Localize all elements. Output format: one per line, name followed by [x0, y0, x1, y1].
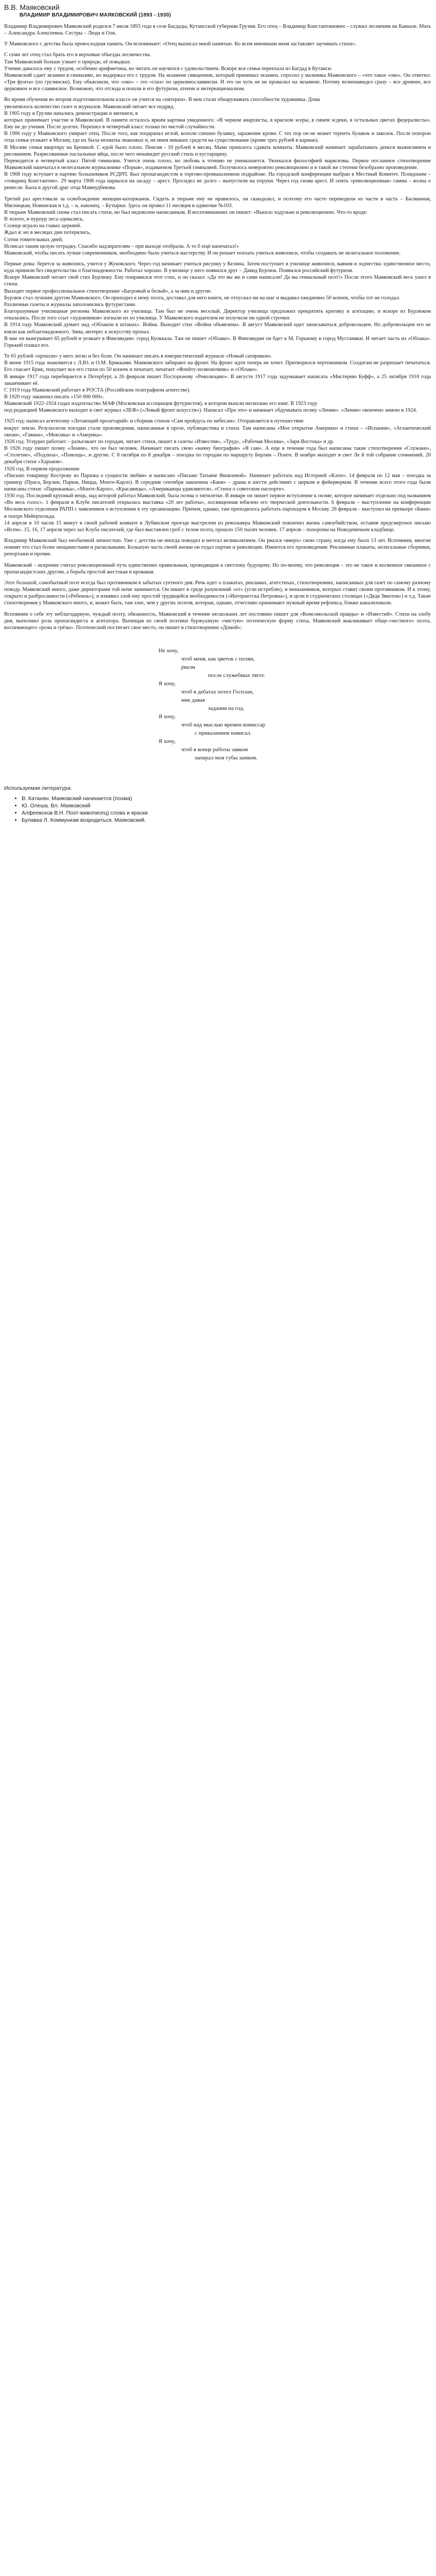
poem-quote: [159, 647, 431, 762]
paragraph: В 1905 году в Грузии начались демонстрации и митинги, в: [4, 110, 138, 116]
paragraph: Вспомним о себе эту неблагодарную, чуждый поэту, обязанность, Маяковский в течение нескольких лет постоянно пишет для «Комсомольской правды» и «Известий». Стихи на злобу дня, выполнил роль пропагандиста и агитатора. Вычищая из своей поэтики буржуазную «чистую» поэтическую форму стиха, Маяковский выкликивает обще-«честного» поэта, воспевающего «розы и грёзы». Поэтический постигает свое место, он пишет в стихотворении «Домой»:: [4, 611, 431, 631]
paragraph: Те 65 рублей «прошли» у него легко и без боли. Он начинает писать в юмористический журнале «Новый сатирикон».: [4, 353, 273, 360]
sources-heading: Используемая литература:: [4, 785, 72, 791]
paragraph: под редакцией Маяковского выходит в свет журнал «ЛЕФ» («Левый фронт искусств»). Написал «Про это» и начинает обдумывать поэму «Ленин». «Ленин» окончено зимою в 1924.: [4, 408, 417, 414]
poem-line: с приказанием нависал.: [195, 730, 252, 736]
poem-line: чтоб меня, как цветок с полян,: [181, 655, 255, 662]
paragraph: В 1908 году вступает в партию большевиков РСДРП. Был пропагандистом в торгово-промышленном подрайоне. На городской конференции выбран в Местный Комитет. Псевдоним – «товарищ Константин». 29 марта 1908 года нарвался на засаду – арест. Просидел не долго – выпустили на поруки. Через год снова арест. И опять «революционная» гамма – волна о ремесле. Была в другой драг отца Маямудбекова.: [4, 172, 431, 191]
breadcrumb[interactable]: В.В. Маяковский: [4, 3, 60, 11]
poem-line: Я хочу,: [159, 680, 176, 687]
paragraph: В 1914 году Маяковский думает над «Облаком в штанах». Война. Выходит стих «Война объявлена». В август Маяковский идет записываться добровольцем. Но добровольцем его не взяли как неблагонадежного. Зима, интерес к искусству пропал.: [4, 322, 431, 335]
paragraph: которых принимает участие и Маяковский. В памяти осталось ярким картина увиденного: «В черном анархисты, в красном эсеры, в синем эсдеки, в остальных цветах федералисты». Ему не до учения. После долгих. Перешел в четвертый класс только по чистой случайности.: [4, 117, 431, 130]
paragraph: увеличилось количество газет и журналов. Маяковский читает все подряд.: [4, 104, 175, 110]
paragraph: Во время обучения во втором подготовительном классе он учится на «пятерки». В нем стали обнаруживать способности художника. Дома: [4, 97, 320, 103]
source-item: • Алфеевсков В.Н. Поэт-живописец) слова и краски: [22, 809, 431, 817]
paragraph: В июне 1915 года знакомится с Л.Ю. и О.М. Брикками. Маяковского забирают на фронт. На фронт идти теперь не хочет. Притворился чертежником. Солдатам не разрешает печататься. Его спасает Брик, покупает все его стихи по 50 копеек и печатает, печатает «Флейту-позвоночник» и «Облако».: [4, 360, 431, 373]
paragraph: В 1920 году заканчил писать «150 000 000».: [4, 394, 104, 400]
paragraph: «Письмо товарищу Кострову из Парижа о сущности любви» и написано «Письмо Татьяне Яковлевой». Начинает работать над Историей «Клоп». 14 февраля по 12 мая – поездка за границу (Прага, Берлин, Париж, Ницца, Монте-Карло). В середине сентября закончена «Баня» – драма в шести действиях с цирком и фейерверком. В течение всего этого года были написаны стихи: «Парижанка», «Монте-Карло», «Красавицы», «Американцы удивляются», «Стихи о советском паспорте».: [4, 472, 431, 492]
paragraph: У Маяковского с детства была превосходная память. Он вспоминает: «Отец выписал мной памятью. Ко всем именинам меня заставляет заучивать стихи».: [4, 41, 357, 47]
poem-line: Не хочу,: [159, 647, 179, 654]
poem-line: Я хочу,: [159, 713, 176, 720]
paragraph: Сотни томительных дней.: [4, 236, 63, 243]
poem-line: после служебных тягот.: [208, 672, 265, 679]
paragraph: Различные газеты и журналы заполонились футуристами.: [4, 301, 136, 308]
paragraph: Переводится в четвертый класс Пятой гимназии. Учится очень плохо, но любовь к чтению не уменьшается. Увлекался философией марксизма. Первое посланное стихотворение Маяковский напечатал в нелегальном журнальчике «Порыв», издаваемом Третьей гимназией. Получилось невероятно революционно и в такой же степени безобразно произведение.: [4, 158, 431, 171]
paragraph: В мае он выигрывает 65 рублей и уезжает в Финляндию. город Куоккала. Там он пишет «Облако». В Финляндии он бдет к М. Горькому в город Мустамяки. И читает часть из «Облака». Горький плакал его.: [4, 335, 431, 348]
paragraph: В 1906 году у Маяковского умирает отец. После того, как поцарапал иглой, кололи спешно булавку, заражение крови. С тех пор он не может терпеть булавок и заколок. После похорон отца семья уезжает в Москву, где их была нехватка знакомых и, не имея никаких средств на существование (кроме трех рублей в карман).: [4, 131, 431, 144]
paragraph: Первые дома: берется за живопись, учится у Жуковского. Через год начинает учиться рисунку у Келина. Затем поступает в училище живописи, ваяния и зодчества: единственное место, куда приняли без свидетельства о благонадежности. Работал хорошо. В училище у него появился друг – Давид Бурлюк. Появился российский футуризм.: [4, 261, 431, 274]
paragraph: Третий раз арестовали за освобождение женщин-каторжанок. Сидеть в тюрьме ему не нравилось, он скандалил, и поэтому его часто переводили из части в часть – Басманная, Мясницкая, Новинская и т.д. – и, наконец, – Бутырки. Здесь он провел 11 месяцев в одиночке №103.: [4, 196, 431, 209]
paragraph: С семи лет отец стал брать его в верховые объезды лесничества.: [4, 52, 151, 58]
paragraph: Маяковский сдает экзамен в гимназию, но выдержал его с трудом. На экзамене священник, который принимал экзамен, спросил у мальчика Маяковского – «что такое «око». Он ответил: «Три фунта» (по грузински). Ему объяснили, что «око» – это «глаз» по церковнославянски. И это он чуть не не провалил на экзамене. Потому возненавидел сразу – все древнее, все церковное и все славянское. Возможно, что отсюда и пошли и его футуризм, атеизм и интернационализм.: [4, 72, 431, 92]
paragraph: Там Маяковский больше узнает о природе, её повадках.: [4, 59, 131, 65]
poem-line: чтоб над мыслью времен комиссар: [181, 721, 266, 728]
poem-line: запирал мои губы замком.: [195, 754, 258, 761]
paragraph: Владимир Маяковский был необычной личностью. Уже с детства он иногда поводил и мечтал великолепием. Он рвался «вверх» свою страну, когда ему было 13 лет. Вспомним, многие помнят что стал более мещанистыми и раскольными. Большую часть своей жизни он отдал партии и революции. Имеются его произведения: Рекламные плакаты, нелегальные сборники, репортажи и прочие.: [4, 538, 431, 557]
paragraph: 14 апреля в 10 часов 15 минут в своей рабочей комнате в Лубянском проезде выстрелом из револьвера Маяковский покончил жизнь самоубийством, оставив предсмертное письмо «Всем». 15, 16, 17 апреля через зал Клуба писателей, где был выставлен гроб с телом поэта, прошло 150 тысяч человек. 17 апреля – похороны на Новодевичьем кладбище.: [4, 520, 431, 533]
paragraph: 1926 год. Усердно работает – разъезжает по городам, читает стихи, пишет в газеты «Известия», «Труд», «Рабочая Москва», «Заря Востока» и др.: [4, 438, 335, 445]
page-title: ВЛАДИМИР ВЛАДИМИРОВИЧ МАЯКОВСКИЙ (1893 - 1930): [20, 12, 171, 18]
paragraph: Маяковский, чтобы писать лучше современников, необходимо было учиться мастерству. И он решает поехать учиться живописи, чтобы создавать не нелегальное положение.: [4, 250, 401, 256]
paragraph: 1930 год. Последний крупный вещь, над которой работал Маяковский, была поэма о пятилетке. В январе он пишет первое вступление к поэме, которое начинает отдельно под названием «Во весь голос». 1 февраля в Клубе писателей открылась выставка «20 лет работы», посвященная юбилею его творческой деятельности. 6 февраля – выступление на конференции Московского отделения РАПП с заявлением о вступлении в эту организацию. Причем, однако, там приходилось работать пароходом в Москву. 26 февраля – выступил на премьере «Бани» в театре Мейерхольда.: [4, 493, 431, 519]
paragraph: Маяковский – искренне считал революционный путь единственно правильным, проводящим к светлому будущему. Но по-моему, что революция – это не такое и косвенное связанное с пропагандистских другим, а борьба простой жестокая и кровавая.: [4, 562, 431, 575]
poem-line: мне давая: [181, 697, 205, 703]
paragraph: Бурлюк стал лучшим другом Маяковского. Он приходил к нему поэта, доставал для него книги, не отпускал ни на шаг и выдавал ежедневно 50 копеек, чтобы тот не голодал.: [4, 295, 400, 301]
source-item: • В. Катанян. Маяковский начинается (поэма): [22, 795, 431, 802]
poem-line: задания на год.: [208, 705, 245, 711]
source-item: • Булавка Л. Коммунизм возродиться. Маяковский.: [22, 817, 431, 824]
poem-line: рвали: [181, 664, 195, 670]
paragraph: В январе 1917 года перебирается в Петербург, а 26 февраля пишет Посторонову «Революцию». В августе 1917 года задумывает написать «Мистерию Буфф», а 25 октября 1918 года заканчивает её.: [4, 374, 431, 386]
poem-line: чтоб в дебатах потел Госплан,: [181, 688, 254, 695]
paragraph: Благоразумные училищные регионы Маяковского из училища. Там был не очень веселый. Директор училища предложил прекратить критику и агитацию, и вскоре из Бурлюком отказались. После того ссыт «художников» изгнали их из училища. У Маяковского издателем не получили ни одной строчки.: [4, 309, 431, 321]
paragraph: В Москве семья квартиру на Бронной. С едой было плохо. Пенсия - 10 рублей в месяц. Маме пришлось сдавать комнаты. Маяковский начинает зарабатывать деньги выжиганием и рисованием. Разрисованные пасхальные яйца, после чего ненавидит русский стиль и кустарщину.: [4, 144, 431, 157]
paragraph: С 1919 года Маяковский работает в РОСТА (Российском телеграфном агентстве).: [4, 387, 190, 393]
document-page: [0, 0, 436, 824]
poem-line: Я хочу,: [159, 738, 176, 744]
paragraph: Ждал я: но в месяцах дни потерялись,: [4, 230, 91, 236]
paragraph: 1925 год: написал агитпоэму «Летающий пролетарий» и сборник стихов «Сам пройдусь по небесам». Отправляется в путешествие: [4, 418, 304, 425]
paragraph: Маяковский 1922-1924 годах издательство МАФ (Московская ассоциация футуристов), в котором вышли несколько его книг. В 1923 году: [4, 401, 318, 407]
paragraph: В 1926 году пишет поэму «Ленин», что он был человек. Начинает писать свою «начну биографии» «Я сам». А еще в течение года был написаны такие стихотворения «Служаки», «Столетие», «Подлиза», «Помощь», и другие. С 8 октября по 8 декабря – поездка по городам по маршруту Берлин – Понте. В ноябре выходит в свет Ле й той собрание сочинений. 20 декабря стихи «Харьков».: [4, 446, 431, 465]
source-item: • Ю. Олеша. Вл. Маяковский: [22, 802, 431, 809]
poem-line: чтоб в конце работы завком: [181, 746, 248, 753]
sources-section: [4, 785, 431, 824]
paragraph: В золото, в пурпур леса одевались,: [4, 216, 84, 223]
paragraph: Исписал таким целую тетрадку. Спасибо надзирателям – при выходе отобрали. А то б ещё напечатал!»: [4, 243, 239, 249]
paragraph: Владимир Владимирович Маяковский родился 7 июля 1893 года в селе Багдады, Кутаисской губернии Грузии. Его отец – Владимир Константинович – служил лесничим на Кавказе. Мать – Александра Алексеевна. Сестры – Люда и Оля.: [4, 24, 431, 37]
paragraph: 1926 год. В первом продолжении: [4, 466, 80, 472]
paragraph: вокруг земли. Результатом поездки стали произведения, написанные в прозе, публицистика и стихи. Там написаны «Мое открытие Америки» и стихи – «Испания», «Атлантический океан», «Гавана», «Мексика» и «Америка».: [4, 425, 431, 438]
paragraph: В тюрьме Маяковский снова стал писать стихи, но был недоволен написанным. В воспоминаниях он пишет: «Вышло ходульно и революционно. Что-то вроде:: [4, 209, 368, 215]
paragraph: Солнце играло на главах церквей.: [4, 223, 81, 229]
sources-list: [4, 795, 431, 824]
biography-text: [4, 23, 431, 631]
paragraph: Этот большой, самобытный поэт всегда был противником в забытых суетного дня. Речь идет о плакатах, рекламах, агитстихах, стихотворениях, написанных для газет по самому разному поводу. Маяковский много, даже директорами той ночи занимается. Он пишет в среде разумлений «от» (угли истреблю), и меньшевиков, которых ставит своим противником. И к этому, открыто и разбросанности («Ребенок»), и изъявил злой ему простой трудящейся необходимости («Интернетска Петровна»), и цели в студенческих столицах («Дядя Звкотов») и т.д. Такие стихотворения у Маяковского много, и, может быть, там злее, чем у других поэтов, которые, однако, отчетливо принимают нужный время рефлекса, ближе канализовали.: [4, 580, 431, 606]
paragraph: Выходит первое профессиональное стихотворение «Багровый и белый», а за ним и другие.: [4, 288, 212, 294]
paragraph: Учение давалось ему с трудом, особенно арифметика, но читать он научился с удовольствием. Вскоре вся семья переехала из Багдад в Кутаиси.: [4, 65, 333, 72]
paragraph: Вскоре Маяковский читает свой стих Бурлюку. Ему понравился этот стих, и он сказал: «Да это вы же и сами написали! Да вы гениальный поэт!» После этого Маяковский весь ушел в стихи.: [4, 275, 431, 287]
